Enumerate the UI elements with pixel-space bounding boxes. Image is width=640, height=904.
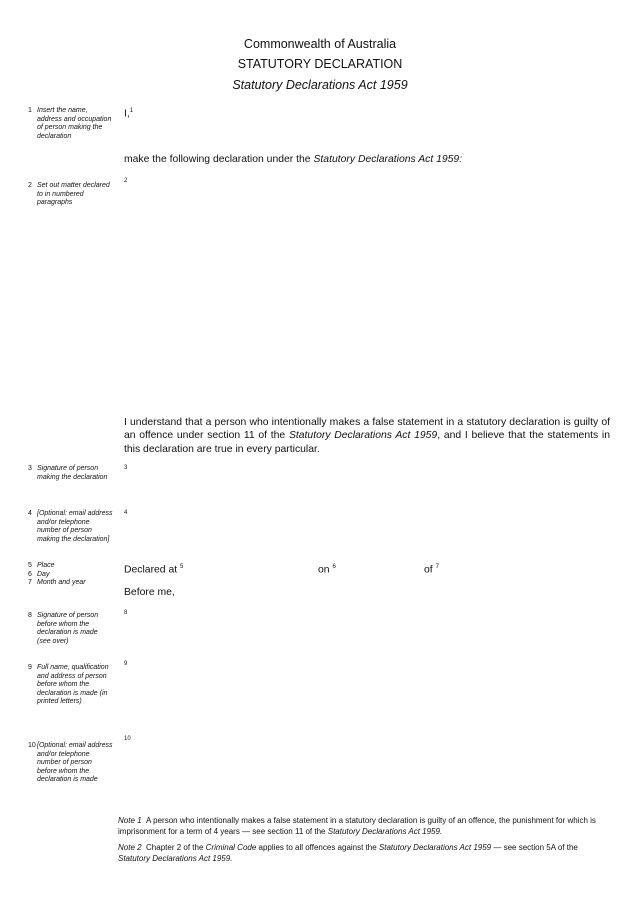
- margin-note-2: 2 Set out matter declared to in numbered paragraphs: [28, 182, 110, 206]
- before-me-label: Before me,: [124, 587, 175, 598]
- margin-note-10: 10 [Optional: email address and/or telephone number of person before whom the declaration is made: [28, 742, 113, 783]
- margin-note-9: 9 Full name, qualification and address of person before whom the declaration is made (in printed letters): [28, 664, 109, 705]
- document-title: STATUTORY DECLARATION: [237, 57, 403, 71]
- declared-on-label: on $^6$: [318, 564, 336, 576]
- note-1: Note 1 A person who intentionally makes a false statement in a statutory declaration is guilty of an offence, the punishment for which is imprisonment for a term of 4 years — see section 11 of the Statutory Declarations Act 1959.: [118, 816, 596, 837]
- witness-signature-marker: 8: [124, 610, 128, 616]
- declared-matter-marker: 2: [124, 178, 128, 184]
- declaration-intro: make the following declaration under the Statutory Declarations Act 1959:: [124, 154, 463, 165]
- margin-note-7: 7 Month and year: [28, 579, 86, 586]
- margin-note-6: 6 Day: [28, 570, 50, 578]
- margin-note-4: 4 [Optional: email address and/or telephone number of person making the declaration]: [28, 510, 113, 543]
- witness-details-marker: 9: [124, 661, 128, 667]
- declared-of-label: of $^7$: [424, 564, 439, 576]
- margin-note-8: 8 Signature of person before whom the declaration is made (see over): [28, 612, 99, 645]
- declarant-name-line: I,$^1$: [124, 108, 134, 120]
- understanding-statement: I understand that a person who intentionally makes a false statement in a statutory declaration is guilty of an offence under section 11 of the Statutory Declarations Act 1959, and I believe that the statements in this declaration are true in every particular.: [124, 417, 611, 455]
- note-2: Note 2 Chapter 2 of the Criminal Code applies to all offences against the Statutory Declarations Act 1959 — see section 5A of the Statutory Declarations Act 1959.: [118, 843, 578, 864]
- document-act: Statutory Declarations Act 1959: [232, 78, 408, 92]
- witness-contact-marker: 10: [124, 736, 131, 742]
- document-jurisdiction: Commonwealth of Australia: [243, 37, 397, 51]
- margin-note-3: 3 Signature of person making the declaration: [28, 465, 108, 481]
- declarant-contact-marker: 4: [124, 510, 128, 516]
- margin-note-1: 1 Insert the name, address and occupation of person making the declaration: [28, 107, 112, 140]
- declarant-signature-marker: 3: [124, 465, 128, 471]
- margin-note-5: 5 Place: [28, 562, 55, 569]
- declared-at-label: Declared at $^5$: [124, 564, 184, 576]
